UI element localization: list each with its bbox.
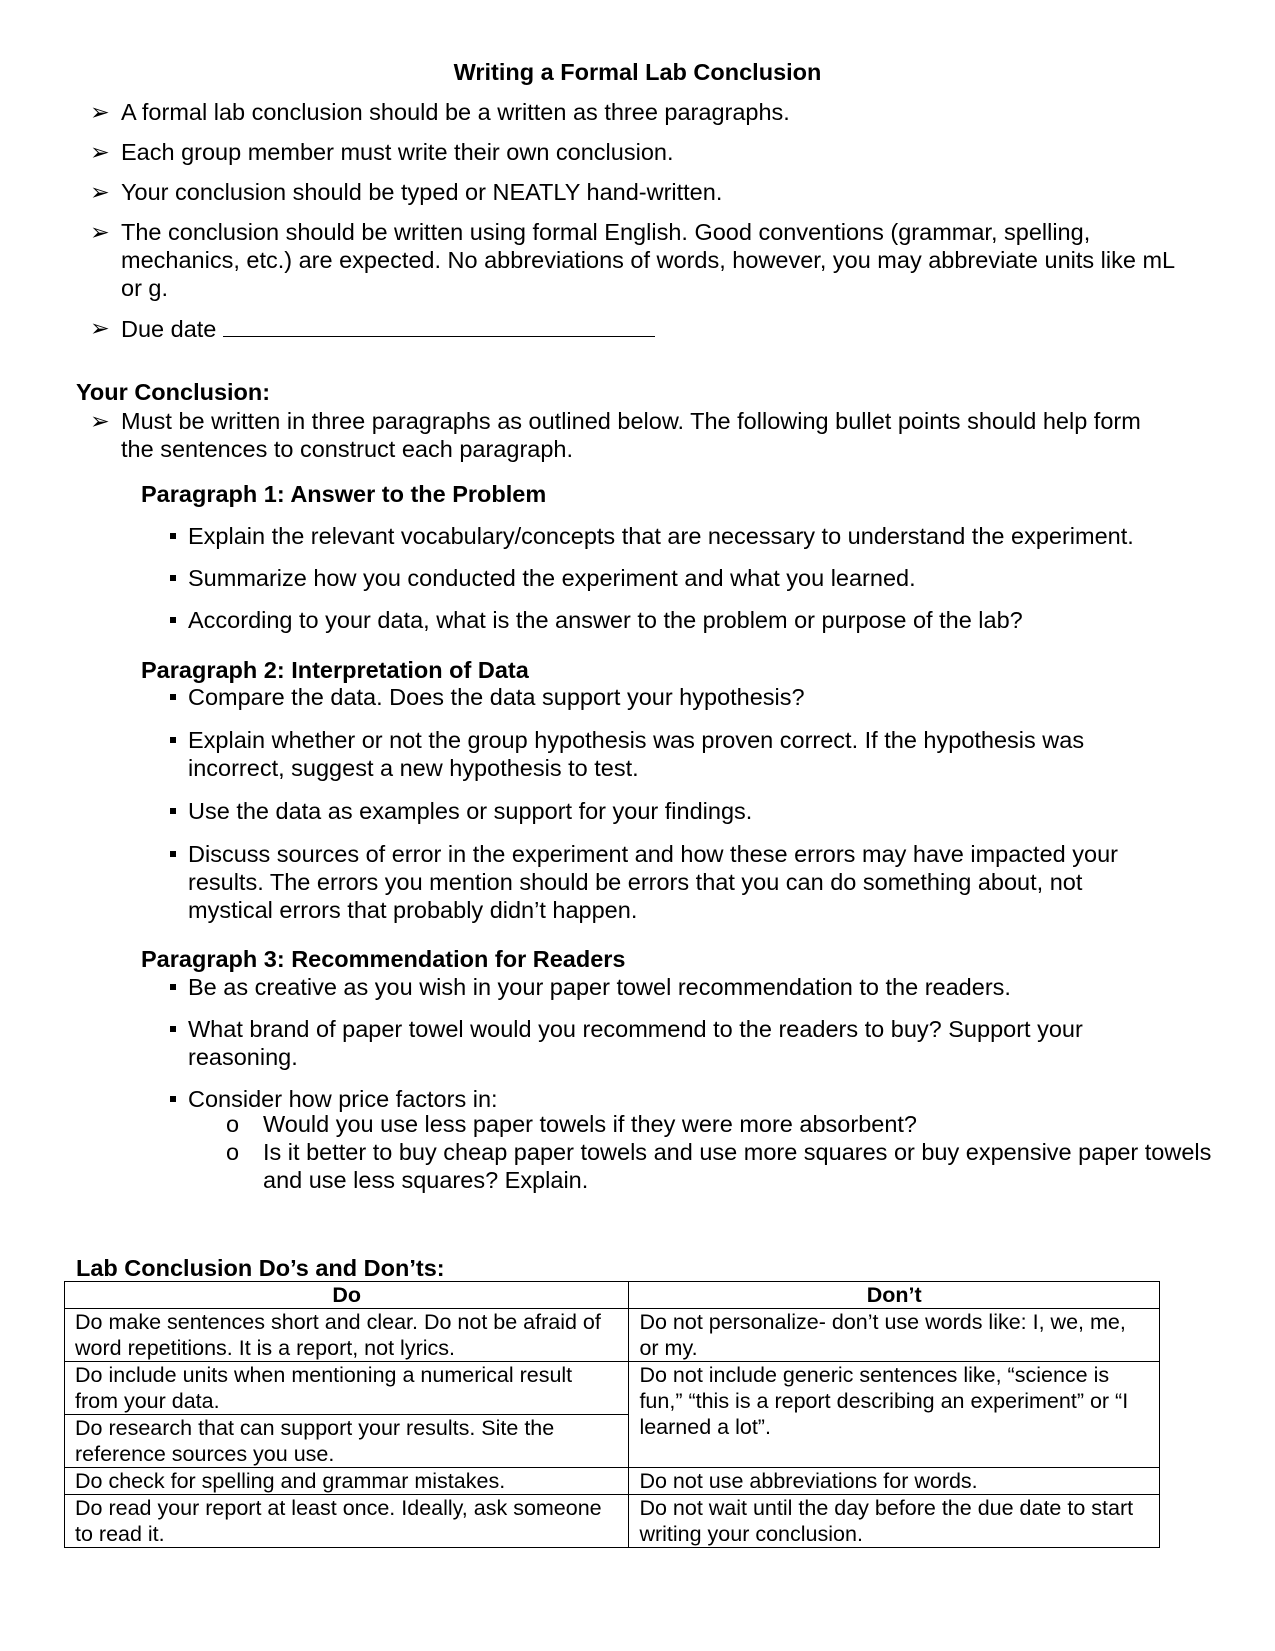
conclusion-heading: Your Conclusion: [76,379,271,405]
due-date-blank-line[interactable] [223,314,655,337]
dont-cell: Do not use abbreviations for words. [629,1468,1160,1495]
sub-list-item: o Is it better to buy cheap paper towels and use more squares or buy expensive paper towels and use less squares? Explain. [226,1139,1212,1193]
square-bullet-icon [170,984,176,990]
square-bullet-icon [170,1096,176,1102]
arrow-bullet-icon: ➢ [90,139,110,165]
document-title: Writing a Formal Lab Conclusion [453,59,822,85]
table-title: Lab Conclusion Do’s and Don’ts: [76,1255,445,1281]
dont-cell: Do not personalize- don’t use words like: I, we, me, or my. [629,1309,1160,1362]
sub-list-item: o Would you use less paper towels if they were more absorbent? [226,1111,917,1137]
table-row [65,1468,1160,1495]
paragraph1-heading: Paragraph 1: Answer to the Problem [141,481,547,507]
square-bullet-icon [170,694,176,700]
intro-item: ➢ Your conclusion should be typed or NEATLY hand-written. [90,179,723,205]
paragraph2-list [170,683,1170,924]
intro-item: ➢ A formal lab conclusion should be a written as three paragraphs. [90,99,790,125]
square-bullet-icon [170,851,176,857]
column-header-do: Do [65,1282,629,1309]
intro-list [90,98,1210,343]
circle-bullet-icon: o [226,1139,240,1165]
list-item: Summarize how you conducted the experiment and what you learned. [170,564,1230,592]
square-bullet-icon [170,737,176,743]
square-bullet-icon [170,575,176,581]
list-item: Explain whether or not the group hypothesis was proven correct. If the hypothesis was incorrect, suggest a new hypothesis to test. [170,726,1170,782]
paragraph2-heading: Paragraph 2: Interpretation of Data [141,657,529,683]
column-header-dont: Don’t [629,1282,1160,1309]
do-cell: Do read your report at least once. Ideally, ask someone to read it. [65,1495,629,1548]
table-row [65,1362,1160,1415]
conclusion-intro-list [90,407,1150,463]
list-item: According to your data, what is the answer to the problem or purpose of the lab? [170,606,1230,634]
list-item: Explain the relevant vocabulary/concepts that are necessary to understand the experiment. [170,522,1230,550]
arrow-bullet-icon: ➢ [90,408,110,434]
square-bullet-icon [170,1026,176,1032]
list-item: Discuss sources of error in the experiment and how these errors may have impacted your results. The errors you mention should be errors that you can do something about, not mystical errors that probably didn’t happen. [170,840,1170,924]
dos-donts-table [64,1281,1160,1548]
do-cell: Do research that can support your results. Site the reference sources you use. [65,1415,629,1468]
intro-item: ➢ The conclusion should be written using formal English. Good conventions (grammar, spelling, mechanics, etc.) are expected. No abbreviations of words, however, you may abbreviate units like mL or g. [90,219,1175,301]
square-bullet-icon [170,808,176,814]
square-bullet-icon [170,617,176,623]
dont-cell: Do not include generic sentences like, “science is fun,” “this is a report describing an experiment” or “I learned a lot”. [629,1362,1160,1468]
conclusion-intro-item: ➢ Must be written in three paragraphs as outlined below. The following bullet points should help form the sentences to construct each paragraph. [90,408,1141,462]
square-bullet-icon [170,533,176,539]
table-row [65,1495,1160,1548]
due-date-item: ➢ Due date [90,314,1210,343]
paragraph3-heading: Paragraph 3: Recommendation for Readers [141,946,626,972]
arrow-bullet-icon: ➢ [90,219,110,245]
list-item: What brand of paper towel would you recommend to the readers to buy? Support your reasoning. [170,1015,1170,1071]
list-item: Consider how price factors in: [170,1085,1170,1113]
arrow-bullet-icon: ➢ [90,315,110,341]
dont-cell: Do not wait until the day before the due date to start writing your conclusion. [629,1495,1160,1548]
do-cell: Do include units when mentioning a numerical result from your data. [65,1362,629,1415]
price-sub-list [226,1110,1226,1194]
list-item: Compare the data. Does the data support your hypothesis? [170,683,1170,711]
circle-bullet-icon: o [226,1111,240,1137]
list-item: Be as creative as you wish in your paper towel recommendation to the readers. [170,973,1170,1001]
table-row [65,1309,1160,1362]
list-item: Use the data as examples or support for your findings. [170,797,1170,825]
do-cell: Do make sentences short and clear. Do not be afraid of word repetitions. It is a report, not lyrics. [65,1309,629,1362]
intro-item: ➢ Each group member must write their own conclusion. [90,139,674,165]
paragraph3-list [170,973,1170,1113]
arrow-bullet-icon: ➢ [90,179,110,205]
table-header-row [65,1282,1160,1309]
do-cell: Do check for spelling and grammar mistakes. [65,1468,629,1495]
arrow-bullet-icon: ➢ [90,99,110,125]
paragraph1-list [170,522,1230,634]
